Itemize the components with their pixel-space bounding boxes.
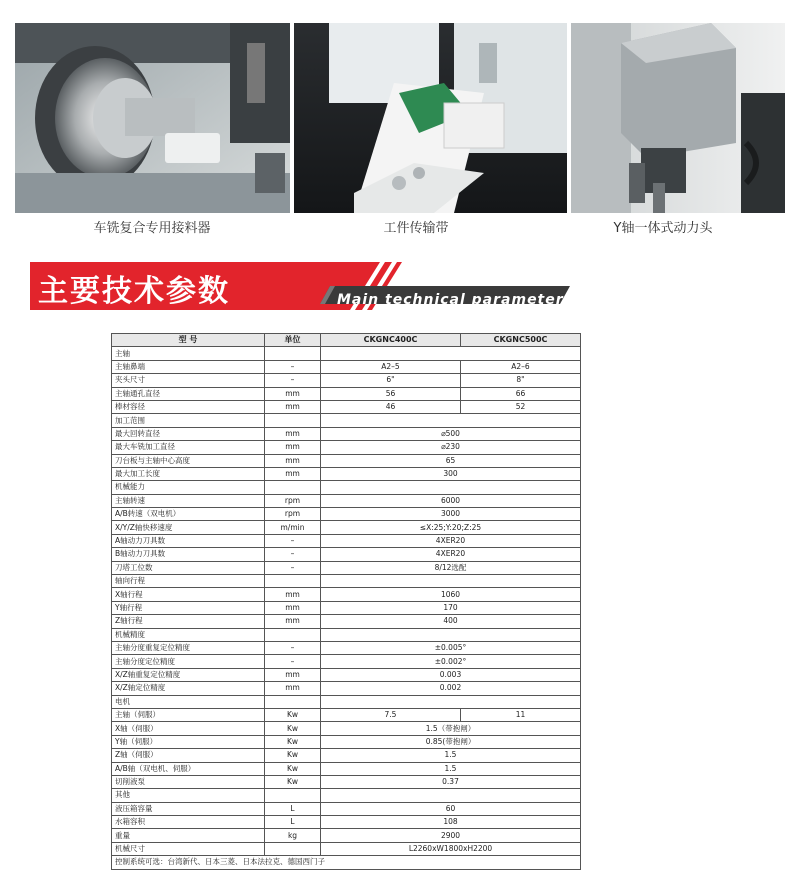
table-row	[112, 641, 581, 654]
value-shared: 0.003	[321, 668, 581, 681]
table-row	[112, 816, 581, 829]
param-unit: mm	[265, 601, 321, 614]
banner-subtitle: Main technical parameters	[337, 292, 573, 308]
param-label: 棒材容径	[112, 400, 265, 413]
param-label: 最大加工长度	[112, 467, 265, 480]
table-row	[112, 414, 581, 427]
value-model-b: 11	[461, 708, 581, 721]
table-row	[112, 521, 581, 534]
table-row	[112, 481, 581, 494]
param-unit: L	[265, 816, 321, 829]
section-label: 主轴	[112, 347, 265, 360]
value-shared: 8/12选配	[321, 561, 581, 574]
param-label: 液压箱容量	[112, 802, 265, 815]
table-row	[112, 615, 581, 628]
empty-cell	[321, 414, 581, 427]
table-row	[112, 775, 581, 788]
param-label: A轴动力刀具数	[112, 534, 265, 547]
param-label: 水箱容积	[112, 816, 265, 829]
value-model-a: 7.5	[321, 708, 461, 721]
empty-cell	[265, 481, 321, 494]
empty-cell	[265, 695, 321, 708]
param-unit: mm	[265, 615, 321, 628]
table-row	[112, 347, 581, 360]
param-label: X轴行程	[112, 588, 265, 601]
value-shared: ±0.005°	[321, 641, 581, 654]
table-row	[112, 601, 581, 614]
table-row	[112, 842, 581, 855]
table-row	[112, 789, 581, 802]
header-model: 型 号	[112, 334, 265, 347]
value-shared: 65	[321, 454, 581, 467]
param-unit: kg	[265, 829, 321, 842]
param-unit: Kw	[265, 708, 321, 721]
param-unit: mm	[265, 441, 321, 454]
param-label: A/B轴（双电机、伺服）	[112, 762, 265, 775]
param-unit: Kw	[265, 722, 321, 735]
table-row	[112, 508, 581, 521]
table-header-row	[112, 334, 581, 347]
value-shared: 3000	[321, 508, 581, 521]
value-model-a: 46	[321, 400, 461, 413]
table-row	[112, 668, 581, 681]
empty-cell	[321, 628, 581, 641]
value-model-a: 6"	[321, 374, 461, 387]
value-shared: 0.002	[321, 682, 581, 695]
empty-cell	[265, 414, 321, 427]
table-row	[112, 494, 581, 507]
value-shared: 108	[321, 816, 581, 829]
table-row	[112, 387, 581, 400]
section-label: 加工范围	[112, 414, 265, 427]
table-row	[112, 628, 581, 641]
param-unit: L	[265, 802, 321, 815]
table-row	[112, 695, 581, 708]
value-model-a: 56	[321, 387, 461, 400]
param-unit: mm	[265, 588, 321, 601]
photo-y-axis-head	[571, 23, 785, 213]
caption-conveyor: 工件传输带	[383, 221, 449, 236]
value-shared: 1.5（带抱闸）	[321, 722, 581, 735]
param-label: Y轴（伺服）	[112, 735, 265, 748]
value-shared: 2900	[321, 829, 581, 842]
param-unit	[265, 842, 321, 855]
table-row	[112, 762, 581, 775]
value-shared: 4XER20	[321, 534, 581, 547]
section-label: 电机	[112, 695, 265, 708]
param-unit: –	[265, 561, 321, 574]
spec-table	[111, 333, 581, 870]
table-row	[112, 467, 581, 480]
value-shared: ⌀230	[321, 441, 581, 454]
param-label: 刀塔工位数	[112, 561, 265, 574]
header-model-b: CKGNC500C	[461, 334, 581, 347]
empty-cell	[265, 347, 321, 360]
param-label: A/B转速（双电机）	[112, 508, 265, 521]
param-label: X/Z轴重复定位精度	[112, 668, 265, 681]
value-shared: 0.37	[321, 775, 581, 788]
param-label: 切削液泵	[112, 775, 265, 788]
param-unit: –	[265, 534, 321, 547]
param-unit: Kw	[265, 735, 321, 748]
param-unit: mm	[265, 427, 321, 440]
param-label: Y轴行程	[112, 601, 265, 614]
param-unit: Kw	[265, 749, 321, 762]
param-unit: mm	[265, 454, 321, 467]
value-model-a: A2–5	[321, 360, 461, 373]
param-unit: mm	[265, 387, 321, 400]
param-unit: mm	[265, 668, 321, 681]
empty-cell	[265, 789, 321, 802]
table-row	[112, 427, 581, 440]
param-label: 机械尺寸	[112, 842, 265, 855]
value-shared: 60	[321, 802, 581, 815]
param-label: 主轴分度重复定位精度	[112, 641, 265, 654]
param-unit: –	[265, 655, 321, 668]
table-row	[112, 360, 581, 373]
param-label: 主轴（伺服）	[112, 708, 265, 721]
param-label: 主轴分度定位精度	[112, 655, 265, 668]
header-model-a: CKGNC400C	[321, 334, 461, 347]
value-shared: 400	[321, 615, 581, 628]
control-system-note: 控制系统可选：台湾新代、日本三菱、日本法拉克、德国西门子	[112, 856, 581, 869]
empty-cell	[321, 789, 581, 802]
value-shared: ≤X:25;Y:20;Z:25	[321, 521, 581, 534]
value-shared: ±0.002°	[321, 655, 581, 668]
value-model-b: 8"	[461, 374, 581, 387]
table-row	[112, 561, 581, 574]
value-shared: L2260xW1800xH2200	[321, 842, 581, 855]
value-model-b: 52	[461, 400, 581, 413]
empty-cell	[265, 575, 321, 588]
value-shared: 4XER20	[321, 548, 581, 561]
param-label: X/Z轴定位精度	[112, 682, 265, 695]
param-unit: –	[265, 360, 321, 373]
table-row	[112, 454, 581, 467]
param-label: 最大回转直径	[112, 427, 265, 440]
header-unit: 单位	[265, 334, 321, 347]
param-unit: mm	[265, 400, 321, 413]
param-label: B轴动力刀具数	[112, 548, 265, 561]
param-label: 重量	[112, 829, 265, 842]
table-row	[112, 682, 581, 695]
table-row	[112, 588, 581, 601]
param-unit: rpm	[265, 494, 321, 507]
param-unit: rpm	[265, 508, 321, 521]
photo-conveyor	[294, 23, 567, 213]
caption-y-axis-head: Y轴一体式动力头	[613, 221, 713, 236]
param-label: Z轴（伺服）	[112, 749, 265, 762]
value-shared: 300	[321, 467, 581, 480]
section-label: 机械能力	[112, 481, 265, 494]
banner-title: 主要技术参数	[38, 274, 230, 309]
param-label: Z轴行程	[112, 615, 265, 628]
table-row	[112, 735, 581, 748]
param-unit: –	[265, 374, 321, 387]
photo-strip	[15, 23, 785, 213]
param-unit: mm	[265, 467, 321, 480]
param-label: X/Y/Z轴快移速度	[112, 521, 265, 534]
table-row	[112, 829, 581, 842]
param-unit: Kw	[265, 762, 321, 775]
table-row	[112, 708, 581, 721]
param-label: 主轴鼻端	[112, 360, 265, 373]
table-row	[112, 441, 581, 454]
table-row	[112, 655, 581, 668]
empty-cell	[321, 481, 581, 494]
param-unit: mm	[265, 682, 321, 695]
spec-table-body	[112, 334, 581, 870]
section-label: 其他	[112, 789, 265, 802]
table-row	[112, 802, 581, 815]
param-label: 主轴通孔直径	[112, 387, 265, 400]
param-unit: –	[265, 641, 321, 654]
param-unit: Kw	[265, 775, 321, 788]
caption-parts-catcher: 车铣复合专用接料器	[93, 221, 211, 236]
param-unit: m/min	[265, 521, 321, 534]
empty-cell	[321, 347, 581, 360]
table-row	[112, 400, 581, 413]
value-shared: 1060	[321, 588, 581, 601]
table-row	[112, 534, 581, 547]
param-label: X轴（伺服）	[112, 722, 265, 735]
table-row	[112, 749, 581, 762]
table-row	[112, 856, 581, 869]
param-label: 夹头尺寸	[112, 374, 265, 387]
table-row	[112, 575, 581, 588]
value-shared: 170	[321, 601, 581, 614]
param-label: 刀台板与主轴中心高度	[112, 454, 265, 467]
value-shared: 0.85(带抱闸）	[321, 735, 581, 748]
param-label: 最大车铣加工直径	[112, 441, 265, 454]
value-shared: 1.5	[321, 749, 581, 762]
empty-cell	[321, 575, 581, 588]
photo-parts-catcher	[15, 23, 290, 213]
value-model-b: 66	[461, 387, 581, 400]
value-shared: 6000	[321, 494, 581, 507]
table-row	[112, 722, 581, 735]
table-row	[112, 374, 581, 387]
section-label: 机械精度	[112, 628, 265, 641]
value-model-b: A2–6	[461, 360, 581, 373]
empty-cell	[265, 628, 321, 641]
section-label: 轴向行程	[112, 575, 265, 588]
param-unit: –	[265, 548, 321, 561]
value-shared: ⌀500	[321, 427, 581, 440]
value-shared: 1.5	[321, 762, 581, 775]
param-label: 主轴转速	[112, 494, 265, 507]
empty-cell	[321, 695, 581, 708]
table-row	[112, 548, 581, 561]
